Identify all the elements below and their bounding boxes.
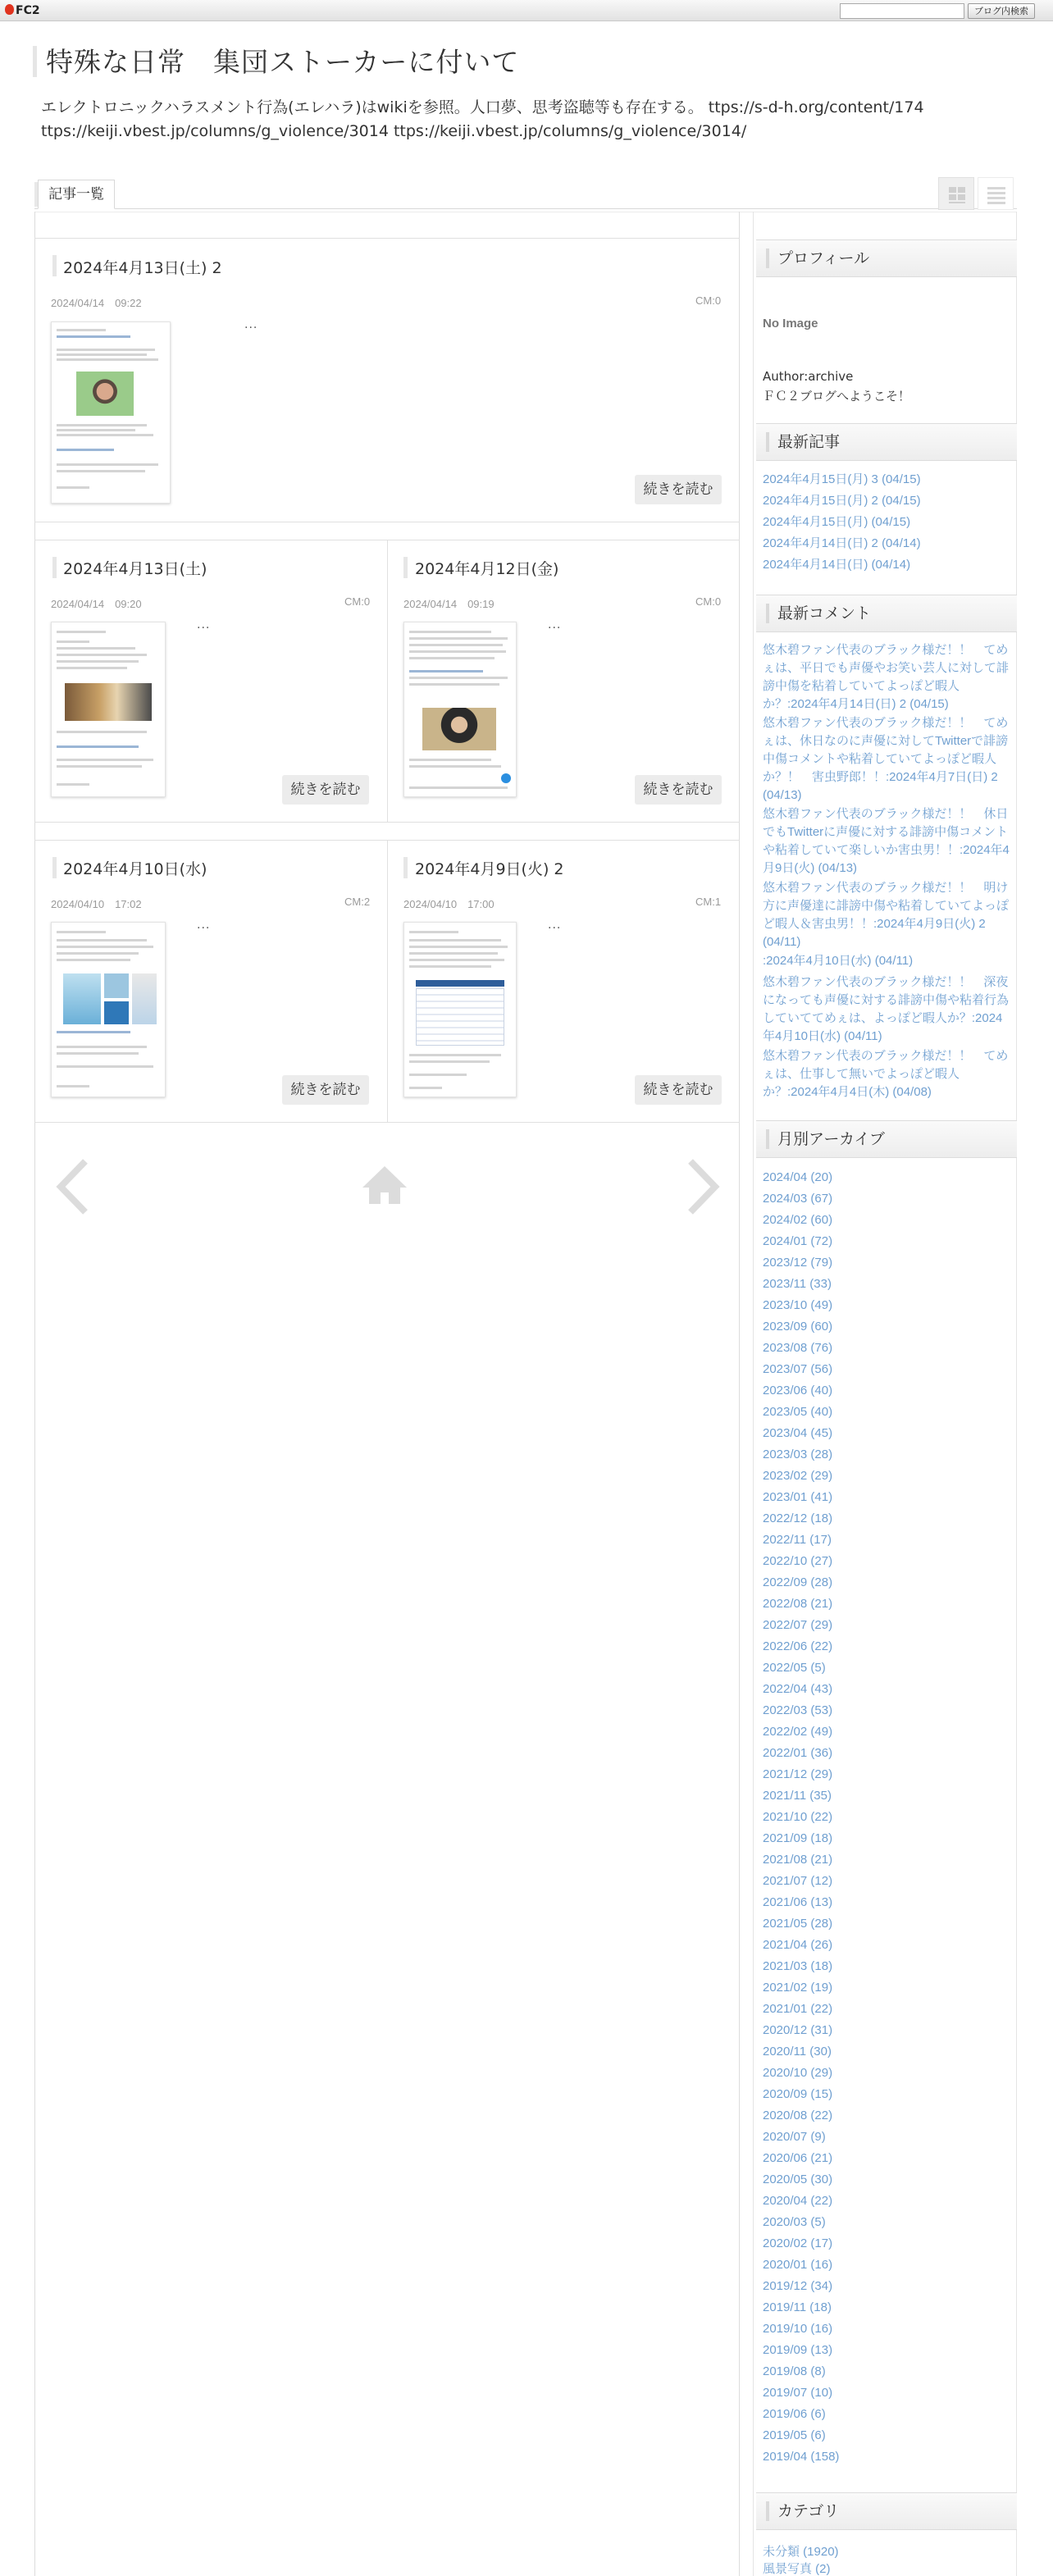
archive-link[interactable]: 2020/08 (22) (763, 2109, 833, 2122)
archive-link[interactable]: 2021/12 (29) (763, 1767, 833, 1781)
category-link[interactable]: 未分類 (1920) (763, 2545, 839, 2559)
entry-title[interactable]: 2024年4月12日(金) (415, 560, 559, 578)
entry-marker (403, 857, 408, 878)
archive-link[interactable]: 2023/12 (79) (763, 1256, 833, 1270)
archive-link[interactable]: 2021/08 (21) (763, 1853, 833, 1867)
entry-date: 2024/04/14 09:20 (51, 598, 142, 610)
archive-link[interactable]: 2021/07 (12) (763, 1874, 833, 1888)
archive-link[interactable]: 2019/11 (18) (763, 2300, 832, 2314)
entry-marker (52, 557, 57, 578)
recent-entry-link[interactable]: 2024年4月14日(日) 2 (04/14) (763, 536, 921, 550)
archive-link[interactable]: 2023/01 (41) (763, 1490, 833, 1504)
archive-link[interactable]: 2021/02 (19) (763, 1981, 833, 1995)
archive-link[interactable]: 2023/06 (40) (763, 1384, 833, 1397)
recent-entries-heading: 最新記事 (756, 423, 1017, 461)
list-view-button[interactable] (978, 177, 1014, 210)
archive-link[interactable]: 2020/10 (29) (763, 2066, 833, 2080)
archive-link[interactable]: 2022/01 (36) (763, 1746, 833, 1760)
column-divider (387, 540, 388, 822)
archive-link[interactable]: 2023/02 (29) (763, 1469, 833, 1483)
recent-entry-link[interactable]: 2024年4月15日(月) 2 (04/15) (763, 494, 921, 508)
list-view-icon (978, 178, 1014, 211)
archive-link[interactable]: 2022/04 (43) (763, 1682, 833, 1696)
entry-thumbnail[interactable] (403, 922, 517, 1097)
archive-link[interactable]: 2022/12 (18) (763, 1511, 833, 1525)
recent-entry-link[interactable]: 2024年4月15日(月) 3 (04/15) (763, 472, 921, 486)
archive-link[interactable]: 2019/07 (10) (763, 2386, 833, 2400)
archive-link[interactable]: 2021/06 (13) (763, 1895, 833, 1909)
archive-link[interactable]: 2019/08 (8) (763, 2364, 826, 2378)
archive-link[interactable]: 2024/03 (67) (763, 1192, 833, 1206)
chevron-right-icon[interactable] (682, 1158, 722, 1215)
entry-title[interactable]: 2024年4月13日(土) 2 (63, 259, 222, 277)
recent-comments-heading: 最新コメント (756, 595, 1017, 632)
archive-link[interactable]: 2022/07 (29) (763, 1618, 833, 1632)
home-icon[interactable] (361, 1165, 408, 1206)
archive-link[interactable]: 2020/12 (31) (763, 2023, 833, 2037)
archive-link[interactable]: 2020/11 (30) (763, 2045, 832, 2059)
archive-link[interactable]: 2022/06 (22) (763, 1639, 833, 1653)
archive-link[interactable]: 2021/01 (22) (763, 2002, 833, 2016)
fc2-logo[interactable] (5, 4, 40, 17)
archive-link[interactable]: 2019/12 (34) (763, 2279, 833, 2293)
archive-link[interactable]: 2022/02 (49) (763, 1725, 833, 1739)
entry-thumbnail[interactable] (51, 622, 166, 797)
archive-link[interactable]: 2022/09 (28) (763, 1575, 833, 1589)
entry-date: 2024/04/10 17:00 (403, 898, 495, 910)
blog-search-input[interactable] (840, 3, 964, 19)
entry-thumbnail[interactable] (51, 321, 171, 504)
read-more-button[interactable]: 続きを読む (282, 1075, 369, 1105)
archive-link[interactable]: 2023/09 (60) (763, 1320, 833, 1334)
archives-heading: 月別アーカイブ (756, 1120, 1017, 1158)
archive-link[interactable]: 2021/10 (22) (763, 1810, 833, 1824)
archive-link[interactable]: 2023/03 (28) (763, 1448, 833, 1461)
archive-link[interactable]: 2022/05 (5) (763, 1661, 826, 1675)
archive-link[interactable]: 2020/05 (30) (763, 2173, 833, 2186)
divider (34, 1122, 740, 1123)
archive-link[interactable]: 2023/04 (45) (763, 1426, 833, 1440)
title-marker (33, 46, 37, 77)
entry-comment-count[interactable]: CM:2 (344, 896, 371, 908)
entry-date: 2024/04/14 09:22 (51, 297, 142, 309)
more-dots-icon: ··· (197, 622, 211, 635)
blog-description: エレクトロニックハラスメント行為(エレハラ)はwikiを参照。人口夢、思考盗聴等も存在する。 ttps://s-d-h.org/content/174 ttps://keiji.vbest.jp/columns/g_violence/3014 ttps://keiji.vbest.jp/columns/g_violence/3014/ (41, 98, 924, 140)
blog-title[interactable]: 特殊な日常 集団ストーカーに付いて (46, 46, 520, 78)
divider (34, 238, 740, 239)
entry-comment-count[interactable]: CM:1 (695, 896, 722, 908)
entry-marker (52, 857, 57, 878)
archive-link[interactable]: 2022/11 (17) (763, 1533, 832, 1547)
archive-link[interactable]: 2024/01 (72) (763, 1234, 833, 1248)
archive-link[interactable]: 2020/06 (21) (763, 2151, 833, 2165)
archive-link[interactable]: 2022/10 (27) (763, 1554, 833, 1568)
more-dots-icon: ··· (548, 622, 562, 635)
profile-no-image: No Image (763, 317, 818, 331)
read-more-button[interactable]: 続きを読む (635, 775, 722, 805)
category-link[interactable]: 風景写真 (2) (763, 2562, 831, 2576)
archive-link[interactable]: 2022/08 (21) (763, 1597, 833, 1611)
archive-link[interactable]: 2021/04 (26) (763, 1938, 833, 1952)
tab-divider (34, 208, 1017, 209)
chevron-left-icon[interactable] (54, 1158, 93, 1215)
tab-article-list[interactable]: 記事一覧 (38, 180, 115, 209)
archive-link[interactable]: 2021/11 (35) (763, 1789, 832, 1803)
archive-link[interactable]: 2023/07 (56) (763, 1362, 833, 1376)
entry-date: 2024/04/14 09:19 (403, 598, 495, 610)
archive-link[interactable]: 2021/09 (18) (763, 1831, 833, 1845)
archive-link[interactable]: 2023/10 (49) (763, 1298, 833, 1312)
recent-comment-link[interactable]: 悠木碧ファン代表のブラック様だ！！ 深夜になっても声優に対する誹謗中傷や粘着行為していててめぇは、よっぽど暇人か？:2024年4月10日(水) (04/11) (763, 975, 1010, 1043)
archive-link[interactable]: 2020/02 (17) (763, 2236, 833, 2250)
read-more-button[interactable]: 続きを読む (282, 775, 369, 805)
recent-comment-link[interactable]: :2024年4月10日(水) (04/11) (763, 954, 914, 968)
recent-entry-link[interactable]: 2024年4月14日(日) (04/14) (763, 558, 911, 572)
column-divider (387, 840, 388, 1122)
recent-comment-link[interactable]: 悠木碧ファン代表のブラック様だ！！ てめぇは、休日なのに声優に対してTwitterで誹謗中傷コメントや粘着していてよっぽど暇人か？！ 害虫野郎！！:2024年4月7日(日) 2 (04/13) (763, 716, 1009, 802)
archive-link[interactable]: 2019/04 (158) (763, 2450, 840, 2464)
archive-link[interactable]: 2020/04 (22) (763, 2194, 833, 2208)
fc2-logo-text: FC2 (16, 4, 40, 17)
archive-link[interactable]: 2020/09 (15) (763, 2087, 833, 2101)
entry-date: 2024/04/10 17:02 (51, 898, 142, 910)
entry-marker (52, 255, 57, 276)
more-dots-icon: ··· (197, 922, 211, 935)
recent-comment-link[interactable]: 悠木碧ファン代表のブラック様だ！！ 休日でもTwitterに声優に対する誹謗中傷コメントや粘着していて楽しいか害虫男！！:2024年4月9日(火) (04/13) (763, 807, 1010, 875)
archive-link[interactable]: 2021/05 (28) (763, 1917, 833, 1931)
archive-link[interactable]: 2020/03 (5) (763, 2215, 826, 2229)
entry-title[interactable]: 2024年4月13日(土) (63, 560, 207, 578)
archive-link[interactable]: 2019/09 (13) (763, 2343, 833, 2357)
archive-link[interactable]: 2023/08 (76) (763, 1341, 833, 1355)
archive-link[interactable]: 2019/05 (6) (763, 2428, 826, 2442)
archive-link[interactable]: 2023/05 (40) (763, 1405, 833, 1419)
profile-author: Author:archive (763, 369, 854, 384)
entry-marker (403, 557, 408, 578)
blog-search-button[interactable]: ブログ内検索 (968, 3, 1035, 19)
profile-welcome: ＦＣ２ブログへようこそ！ (763, 389, 911, 403)
entry-thumbnail[interactable] (51, 922, 166, 1097)
recent-comment-link[interactable]: 悠木碧ファン代表のブラック様だ！！ 明け方に声優達に誹謗中傷や粘着していてよっぽど暇人＆害虫男！！:2024年4月9日(火) 2 (04/11) (763, 881, 1010, 949)
archive-link[interactable]: 2020/01 (16) (763, 2258, 833, 2272)
entry-thumbnail[interactable] (403, 622, 517, 797)
archive-link[interactable]: 2021/03 (18) (763, 1959, 833, 1973)
archive-link[interactable]: 2020/07 (9) (763, 2130, 826, 2144)
more-dots-icon: ··· (548, 922, 562, 935)
profile-heading: プロフィール (756, 239, 1017, 277)
more-dots-icon: ··· (244, 321, 258, 335)
fc2-toolbar (0, 0, 1053, 21)
archive-link[interactable]: 2019/06 (6) (763, 2407, 826, 2421)
archive-link[interactable]: 2024/02 (60) (763, 1213, 833, 1227)
read-more-button[interactable]: 続きを読む (635, 475, 722, 504)
grid-view-icon (939, 178, 975, 211)
entry-title[interactable]: 2024年4月10日(水) (63, 860, 207, 878)
recent-entry-link[interactable]: 2024年4月15日(月) (04/15) (763, 515, 911, 529)
read-more-button[interactable]: 続きを読む (635, 1075, 722, 1105)
entry-comment-count[interactable]: CM:0 (695, 595, 722, 608)
grid-view-button[interactable] (938, 177, 974, 210)
flame-icon (5, 4, 14, 15)
recent-comment-link[interactable]: 悠木碧ファン代表のブラック様だ！！ てめぇは、仕事して無いでよっぽど暇人か？:2024年4月4日(木) (04/08) (763, 1049, 1009, 1099)
archive-link[interactable]: 2024/04 (20) (763, 1170, 833, 1184)
divider (34, 822, 740, 823)
categories-heading: カテゴリ (756, 2492, 1017, 2530)
entry-comment-count[interactable]: CM:0 (695, 294, 722, 307)
archive-link[interactable]: 2022/03 (53) (763, 1703, 833, 1717)
recent-comment-link[interactable]: 悠木碧ファン代表のブラック様だ！！ てめぇは、平日でも声優やお笑い芸人に対して誹謗中傷を粘着していてよっぽど暇人か？:2024年4月14日(日) 2 (04/15) (763, 643, 1010, 711)
archive-link[interactable]: 2023/11 (33) (763, 1277, 832, 1291)
entry-comment-count[interactable]: CM:0 (344, 595, 371, 608)
entry-title[interactable]: 2024年4月9日(火) 2 (415, 860, 564, 878)
archive-link[interactable]: 2019/10 (16) (763, 2322, 833, 2336)
